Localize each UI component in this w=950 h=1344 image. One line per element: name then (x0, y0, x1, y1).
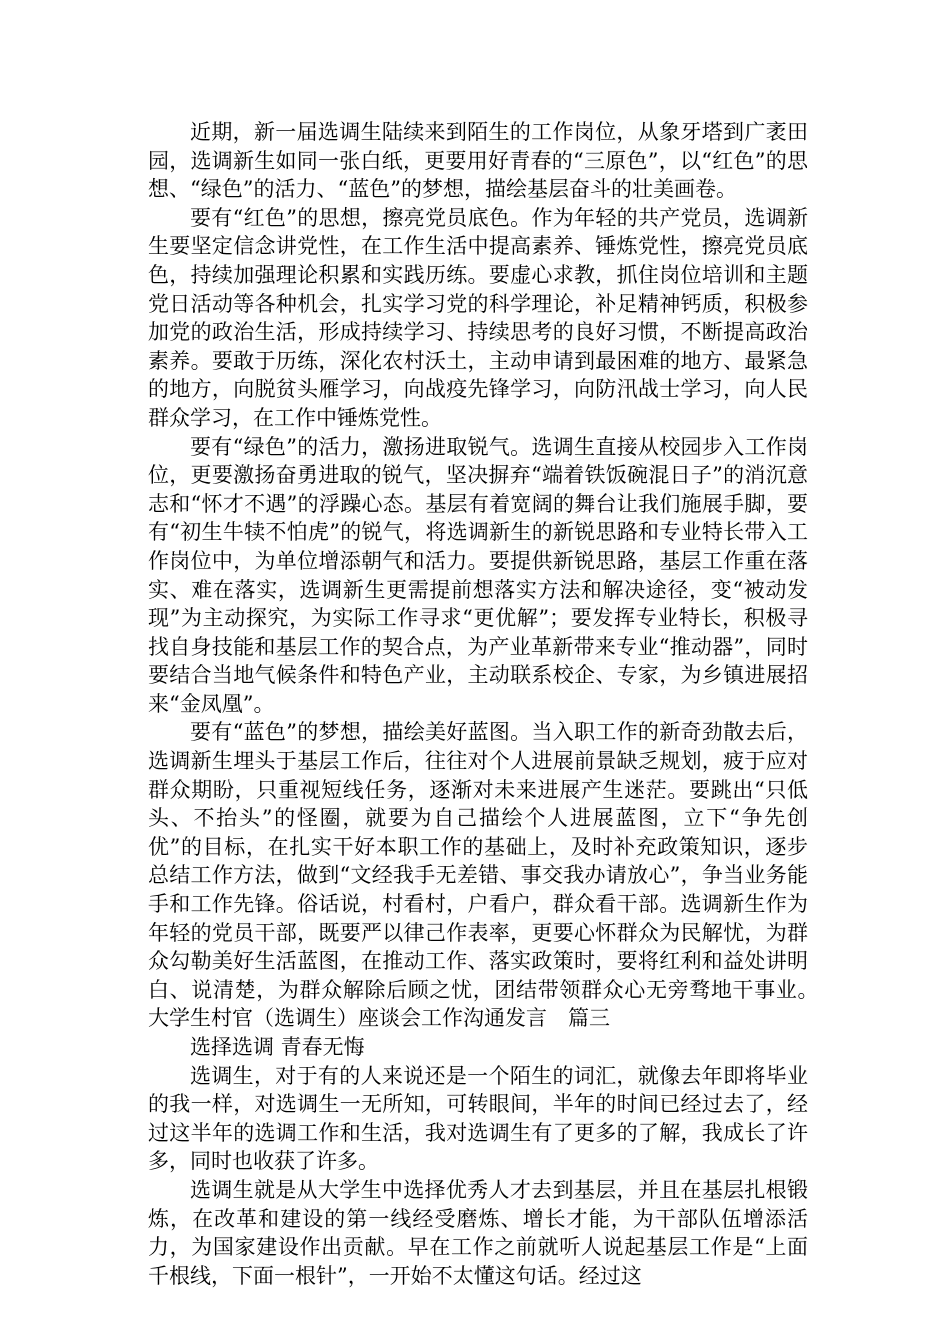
paragraph-green: 要有“绿色”的活力，激扬进取锐气。选调生直接从校园步入工作岗位，更要激扬奋勇进取的锐气，坚决摒弃“端着铁饭碗混日子”的消沉意志和“怀才不遇”的浮躁心态。基层有着宽阔的舞台让我们施展手脚，要有“初生牛犊不怕虎”的锐气，将选调新生的新锐思路和专业特长带入工作岗位中，为单位增添朝气和活力。要提供新锐思路，基层工作重在落实、难在落实，选调新生更需提前想落实方法和解决途径，变“被动发现”为主动探究，为实际工作寻求“更优解”；要发挥专业特长，积极寻找自身技能和基层工作的契合点，为产业革新带来专业“推动器”，同时要结合当地气候条件和特色产业，主动联系校企、专家，为乡镇进展招来“金凤凰”。 (148, 434, 808, 716)
paragraph-red: 要有“红色”的思想，擦亮党员底色。作为年轻的共产党员，选调新生要坚定信念讲党性，在工作生活中提高素养、锤炼党性，擦亮党员底色，持续加强理论积累和实践历练。要虚心求教，抓住岗位培训和主题党日活动等各种机会，扎实学习党的科学理论，补足精神钙质，积极参加党的政治生活，形成持续学习、持续思考的良好习惯，不断提高政治素养。要敢于历练，深化农村沃土，主动申请到最困难的地方、最紧急的地方，向脱贫头雁学习，向战疫先锋学习，向防汛战士学习，向人民群众学习，在工作中锤炼党性。 (148, 205, 808, 430)
paragraph-selected-student: 选调生，对于有的人来说还是一个陌生的词汇，就像去年即将毕业的我一样，对选调生一无所知，可转眼间，半年的时间已经过去了，经过这半年的选调工作和生活，我对选调生有了更多的了解，我成长了许多，同时也收获了许多。 (148, 1063, 808, 1174)
document-body (148, 118, 850, 1290)
section-heading: 选择选调 青春无悔 (190, 1035, 365, 1059)
paragraph-blue: 要有“蓝色”的梦想，描绘美好蓝图。当入职工作的新奇劲散去后，选调新生埋头于基层工作后，往往对个人进展前景缺乏规划，疲于应对群众期盼，只重视短线任务，逐渐对未来进展产生迷茫。要跳出“只低头、不抬头”的怪圈，就要为自己描绘个人进展蓝图，立下“争先创优”的目标，在扎实干好本职工作的基础上，及时补充政策知识，逐步总结工作方法，做到“文经我手无差错、事交我办请放心”，争当业务能手和工作先锋。俗话说，村看村，户看户，群众看干部。选调新生作为年轻的党员干部，既要严以律己作表率，更要心怀群众为民解忧，为群众勾勒美好生活蓝图，在推动工作、落实政策时，要将红利和益处讲明白、说清楚，为群众解除后顾之忧，团结带领群众心无旁骛地干事业。 大学生村官（选调生）座谈会工作沟通发言 篇三 (148, 720, 850, 1031)
paragraph-grassroots: 选调生就是从大学生中选择优秀人才去到基层，并且在基层扎根锻炼，在改革和建设的第一线经受磨炼、增长才能，为干部队伍增添活力，为国家建设作出贡献。早在工作之前就听人说起基层工作是“上面千根线，下面一根针”，一开始不太懂这句话。经过这 (148, 1177, 808, 1288)
paragraph-intro: 近期，新一届选调生陆续来到陌生的工作岗位，从象牙塔到广袤田园，选调新生如同一张白纸，更要用好青春的“三原色”，以“红色”的思想、“绿色”的活力、“蓝色”的梦想，描绘基层奋斗的壮美画卷。 (148, 120, 808, 202)
